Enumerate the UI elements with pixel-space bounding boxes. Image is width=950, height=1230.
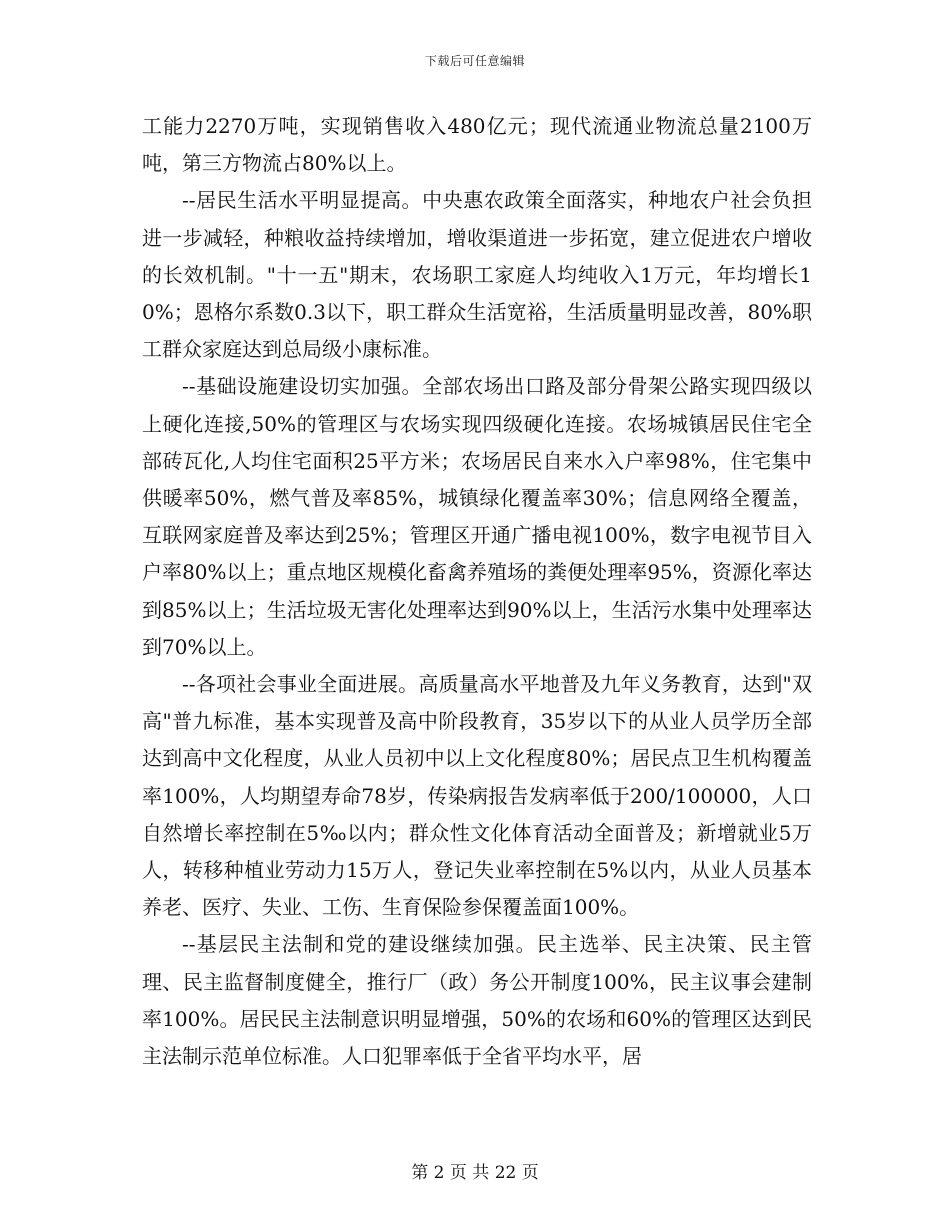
paragraph-continuation: 工能力2270万吨，实现销售收入480亿元；现代流通业物流总量2100万吨，第三方物流占80%以上。 bbox=[142, 114, 812, 176]
document-body bbox=[142, 108, 812, 1075]
paragraph-infrastructure: --基础设施建设切实加强。全部农场出口路及部分骨架公路实现四级以上硬化连接,50%的管理区与农场实现四级硬化连接。农场城镇居民住宅全部砖瓦化,人均住宅面积25平方米；农场居民自来水入户率98%，住宅集中供暖率50%，燃气普及率85%，城镇绿化覆盖率30%；信息网络全覆盖，互联网家庭普及率达到25%；管理区开通广播电视100%，数字电视节目入户率80%以上；重点地区规模化畜禽养殖场的粪便处理率95%，资源化率达到85%以上；生活垃圾无害化处理率达到90%以上，生活污水集中处理率达到70%以上。 bbox=[142, 374, 812, 659]
paragraph-democracy-legal: --基层民主法制和党的建设继续加强。民主选举、民主决策、民主管理、民主监督制度健全，推行厂（政）务公开制度100%，民主议事会建制率100%。居民民主法制意识明显增强，50%的农场和60%的管理区达到民主法制示范单位标准。人口犯罪率低于全省平均水平，居 bbox=[142, 932, 812, 1069]
page-header: 下载后可任意编辑 bbox=[424, 54, 525, 68]
paragraph-living-standards: --居民生活水平明显提高。中央惠农政策全面落实，种地农户社会负担进一步减轻，种粮收益持续增加，增收渠道进一步拓宽，建立促进农户增收的长效机制。"十一五"期末，农场职工家庭人均纯收入1万元，年均增长10%；恩格尔系数0.3以下，职工群众生活宽裕，生活质量明显改善，80%职工群众家庭达到总局级小康标准。 bbox=[142, 188, 812, 362]
paragraph-social-affairs: --各项社会事业全面进展。高质量高水平地普及九年义务教育，达到"双高"普九标准，基本实现普及高中阶段教育，35岁以下的从业人员学历全部达到高中文化程度，从业人员初中以上文化程度80%；居民点卫生机构覆盖率100%，人均期望寿命78岁，传染病报告发病率低于200/100000，人口自然增长率控制在5‰以内；群众性文化体育活动全面普及；新增就业5万人，转移种植业劳动力15万人，登记失业率控制在5%以内，从业人员基本养老、医疗、失业、工伤、生育保险参保覆盖面100%。 bbox=[142, 672, 812, 920]
page-number-footer: 第 2 页 共 22 页 bbox=[411, 1163, 539, 1183]
